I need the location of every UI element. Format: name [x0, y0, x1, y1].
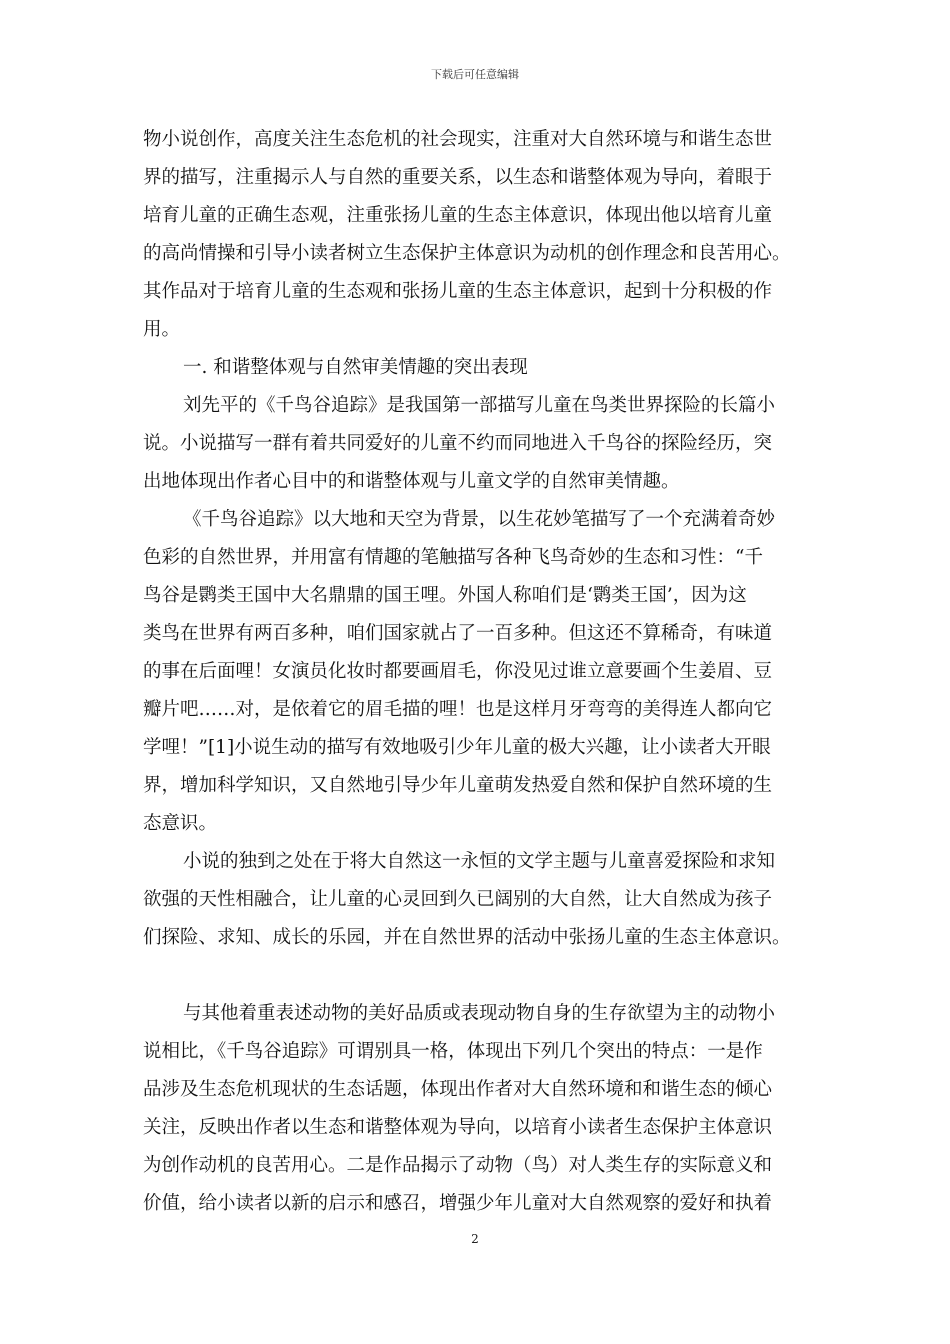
text-line: 物小说创作，高度关注生态危机的社会现实，注重对大自然环境与和谐生态世	[143, 129, 773, 150]
text-line: 的高尚情操和引导小读者树立生态保护主体意识为动机的创作理念和良苦用心。	[143, 243, 791, 264]
text-line: 界，增加科学知识，又自然地引导少年儿童萌发热爱自然和保护自然环境的生	[143, 775, 773, 796]
text-line: 们探险、求知、成长的乐园，并在自然世界的活动中张扬儿童的生态主体意识。	[143, 927, 791, 948]
section-heading: 一. 和谐整体观与自然审美情趣的突出表现	[183, 357, 528, 378]
text-line: 说。小说描写一群有着共同爱好的儿童不约而同地进入千鸟谷的探险经历，突	[143, 433, 773, 454]
text-line: 刘先平的《千鸟谷追踪》是我国第一部描写儿童在鸟类世界探险的长篇小	[183, 395, 776, 416]
text-line: 其作品对于培育儿童的生态观和张扬儿童的生态主体意识，起到十分积极的作	[143, 281, 773, 302]
text-line: 鸟谷是鹮类王国中大名鼎鼎的国王哩。外国人称咱们是‘鹮类王国’，因为这	[143, 585, 747, 606]
text-line: 态意识。	[143, 813, 218, 834]
text-line: 为创作动机的良苦用心。二是作品揭示了动物（鸟）对人类生存的实际意义和	[143, 1155, 773, 1176]
text-line: 《千鸟谷追踪》以大地和天空为背景，以生花妙笔描写了一个充满着奇妙	[183, 509, 776, 530]
text-line: 出地体现出作者心目中的和谐整体观与儿童文学的自然审美情趣。	[143, 471, 680, 492]
text-line: 用。	[143, 319, 181, 340]
document-body	[143, 121, 815, 1223]
text-line: 小说的独到之处在于将大自然这一永恒的文学主题与儿童喜爱探险和求知	[183, 851, 776, 872]
paragraph-gap	[143, 957, 815, 995]
text-line: 类鸟在世界有两百多种，咱们国家就占了一百多种。但这还不算稀奇，有味道	[143, 623, 773, 644]
page-header: 下载后可任意编辑	[431, 68, 519, 81]
text-line: 欲强的天性相融合，让儿童的心灵回到久已阔别的大自然，让大自然成为孩子	[143, 889, 773, 910]
text-line: 价值，给小读者以新的启示和感召，增强少年儿童对大自然观察的爱好和执着	[143, 1193, 773, 1214]
text-line: 色彩的自然世界，并用富有情趣的笔触描写各种飞鸟奇妙的生态和习性：“千	[143, 547, 763, 568]
text-line: 界的描写，注重揭示人与自然的重要关系，以生态和谐整体观为导向，着眼于	[143, 167, 773, 188]
text-line: 品涉及生态危机现状的生态话题，体现出作者对大自然环境和和谐生态的倾心	[143, 1079, 773, 1100]
text-line: 的事在后面哩！女演员化妆时都要画眉毛，你没见过谁立意要画个生姜眉、豆	[143, 661, 773, 682]
text-line: 说相比，《千鸟谷追踪》可谓别具一格，体现出下列几个突出的特点：一是作	[143, 1041, 763, 1062]
text-line: 培育儿童的正确生态观，注重张扬儿童的生态主体意识，体现出他以培育儿童	[143, 205, 773, 226]
text-line: 学哩！”[1]小说生动的描写有效地吸引少年儿童的极大兴趣，让小读者大开眼	[143, 737, 771, 758]
page-number: 2	[471, 1232, 479, 1246]
text-line: 与其他着重表述动物的美好品质或表现动物自身的生存欲望为主的动物小	[183, 1003, 776, 1024]
text-line: 关注，反映出作者以生态和谐整体观为导向，以培育小读者生态保护主体意识	[143, 1117, 773, 1138]
text-line: 瓣片吧……对，是依着它的眉毛描的哩！也是这样月牙弯弯的美得连人都向它	[143, 699, 773, 720]
